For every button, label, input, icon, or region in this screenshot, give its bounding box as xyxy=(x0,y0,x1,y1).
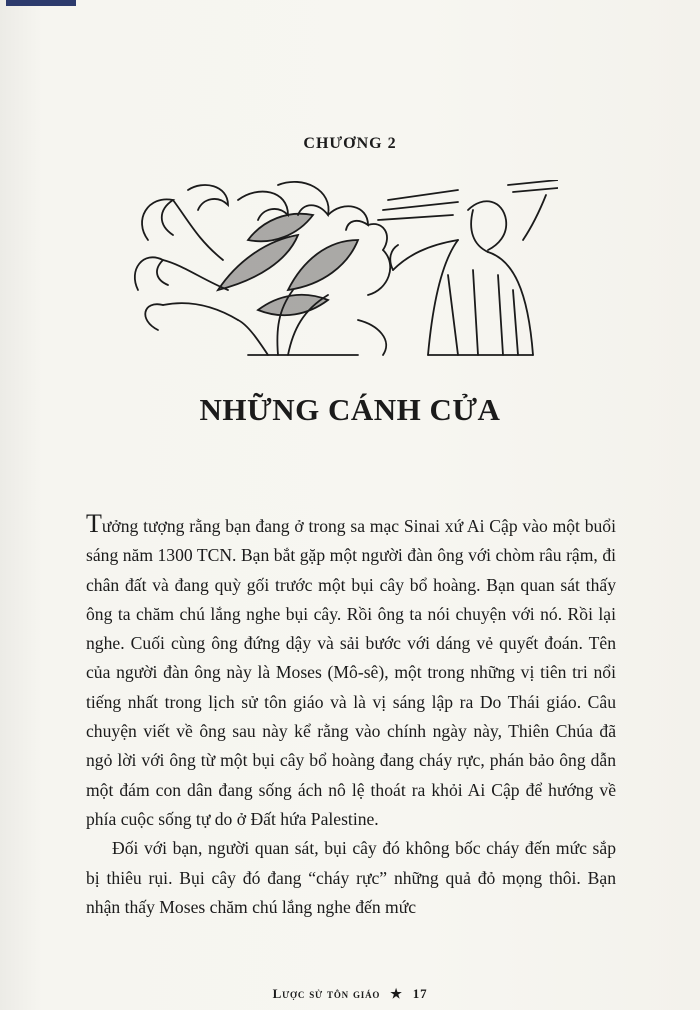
page-footer xyxy=(0,986,700,1002)
paragraph: Tưởng tượng rằng bạn đang ở trong sa mạc Sinai xứ Ai Cập vào một buổi sáng năm 1300 TCN. Bạn bắt gặp một người đàn ông với chòm râu rậm, đi chân đất và đang quỳ gối trước một bụi cây bổ hoàng. Bạn quan sát thấy ông ta chăm chú lắng nghe bụi cây. Rồi ông ta nói chuyện với nó. Rồi lại nghe. Cuối cùng ông đứng dậy và sải bước với dáng vẻ quyết đoán. Tên của người đàn ông này là Moses (Mô-sê), một trong những vị tiên tri nổi tiếng nhất trong lịch sử tôn giáo và là vị sáng lập ra Do Thái giáo. Câu chuyện viết về ông sau này kể rằng vào chính ngày này, Thiên Chúa đã ngỏ lời với ông từ một bụi cây bổ hoàng đang cháy rực, phán bảo ông dẫn một đám con dân đang sống ách nô lệ thoát ra khỏi Ai Cập để hướng về phía cuộc sống tự do ở Đất hứa Palestine. xyxy=(86,509,616,829)
corner-tab xyxy=(6,0,76,6)
running-title: Lược sử tôn giáo xyxy=(272,986,381,1001)
chapter-title: NHỮNG CÁNH CỬA xyxy=(199,392,501,427)
page-number: 17 xyxy=(412,986,428,1001)
chapter-label: CHƯƠNG 2 xyxy=(303,135,397,152)
burning-bush-illustration-icon xyxy=(128,180,558,360)
paragraph: Đối với bạn, người quan sát, bụi cây đó không bốc cháy đến mức sắp bị thiêu rụi. Bụi cây đó đang “cháy rực” những quả đỏ mọng thôi. Bạn nhận thấy Moses chăm chú lắng nghe đến mức xyxy=(86,838,616,917)
star-icon: ★ xyxy=(390,986,403,1001)
body-text xyxy=(86,509,616,922)
